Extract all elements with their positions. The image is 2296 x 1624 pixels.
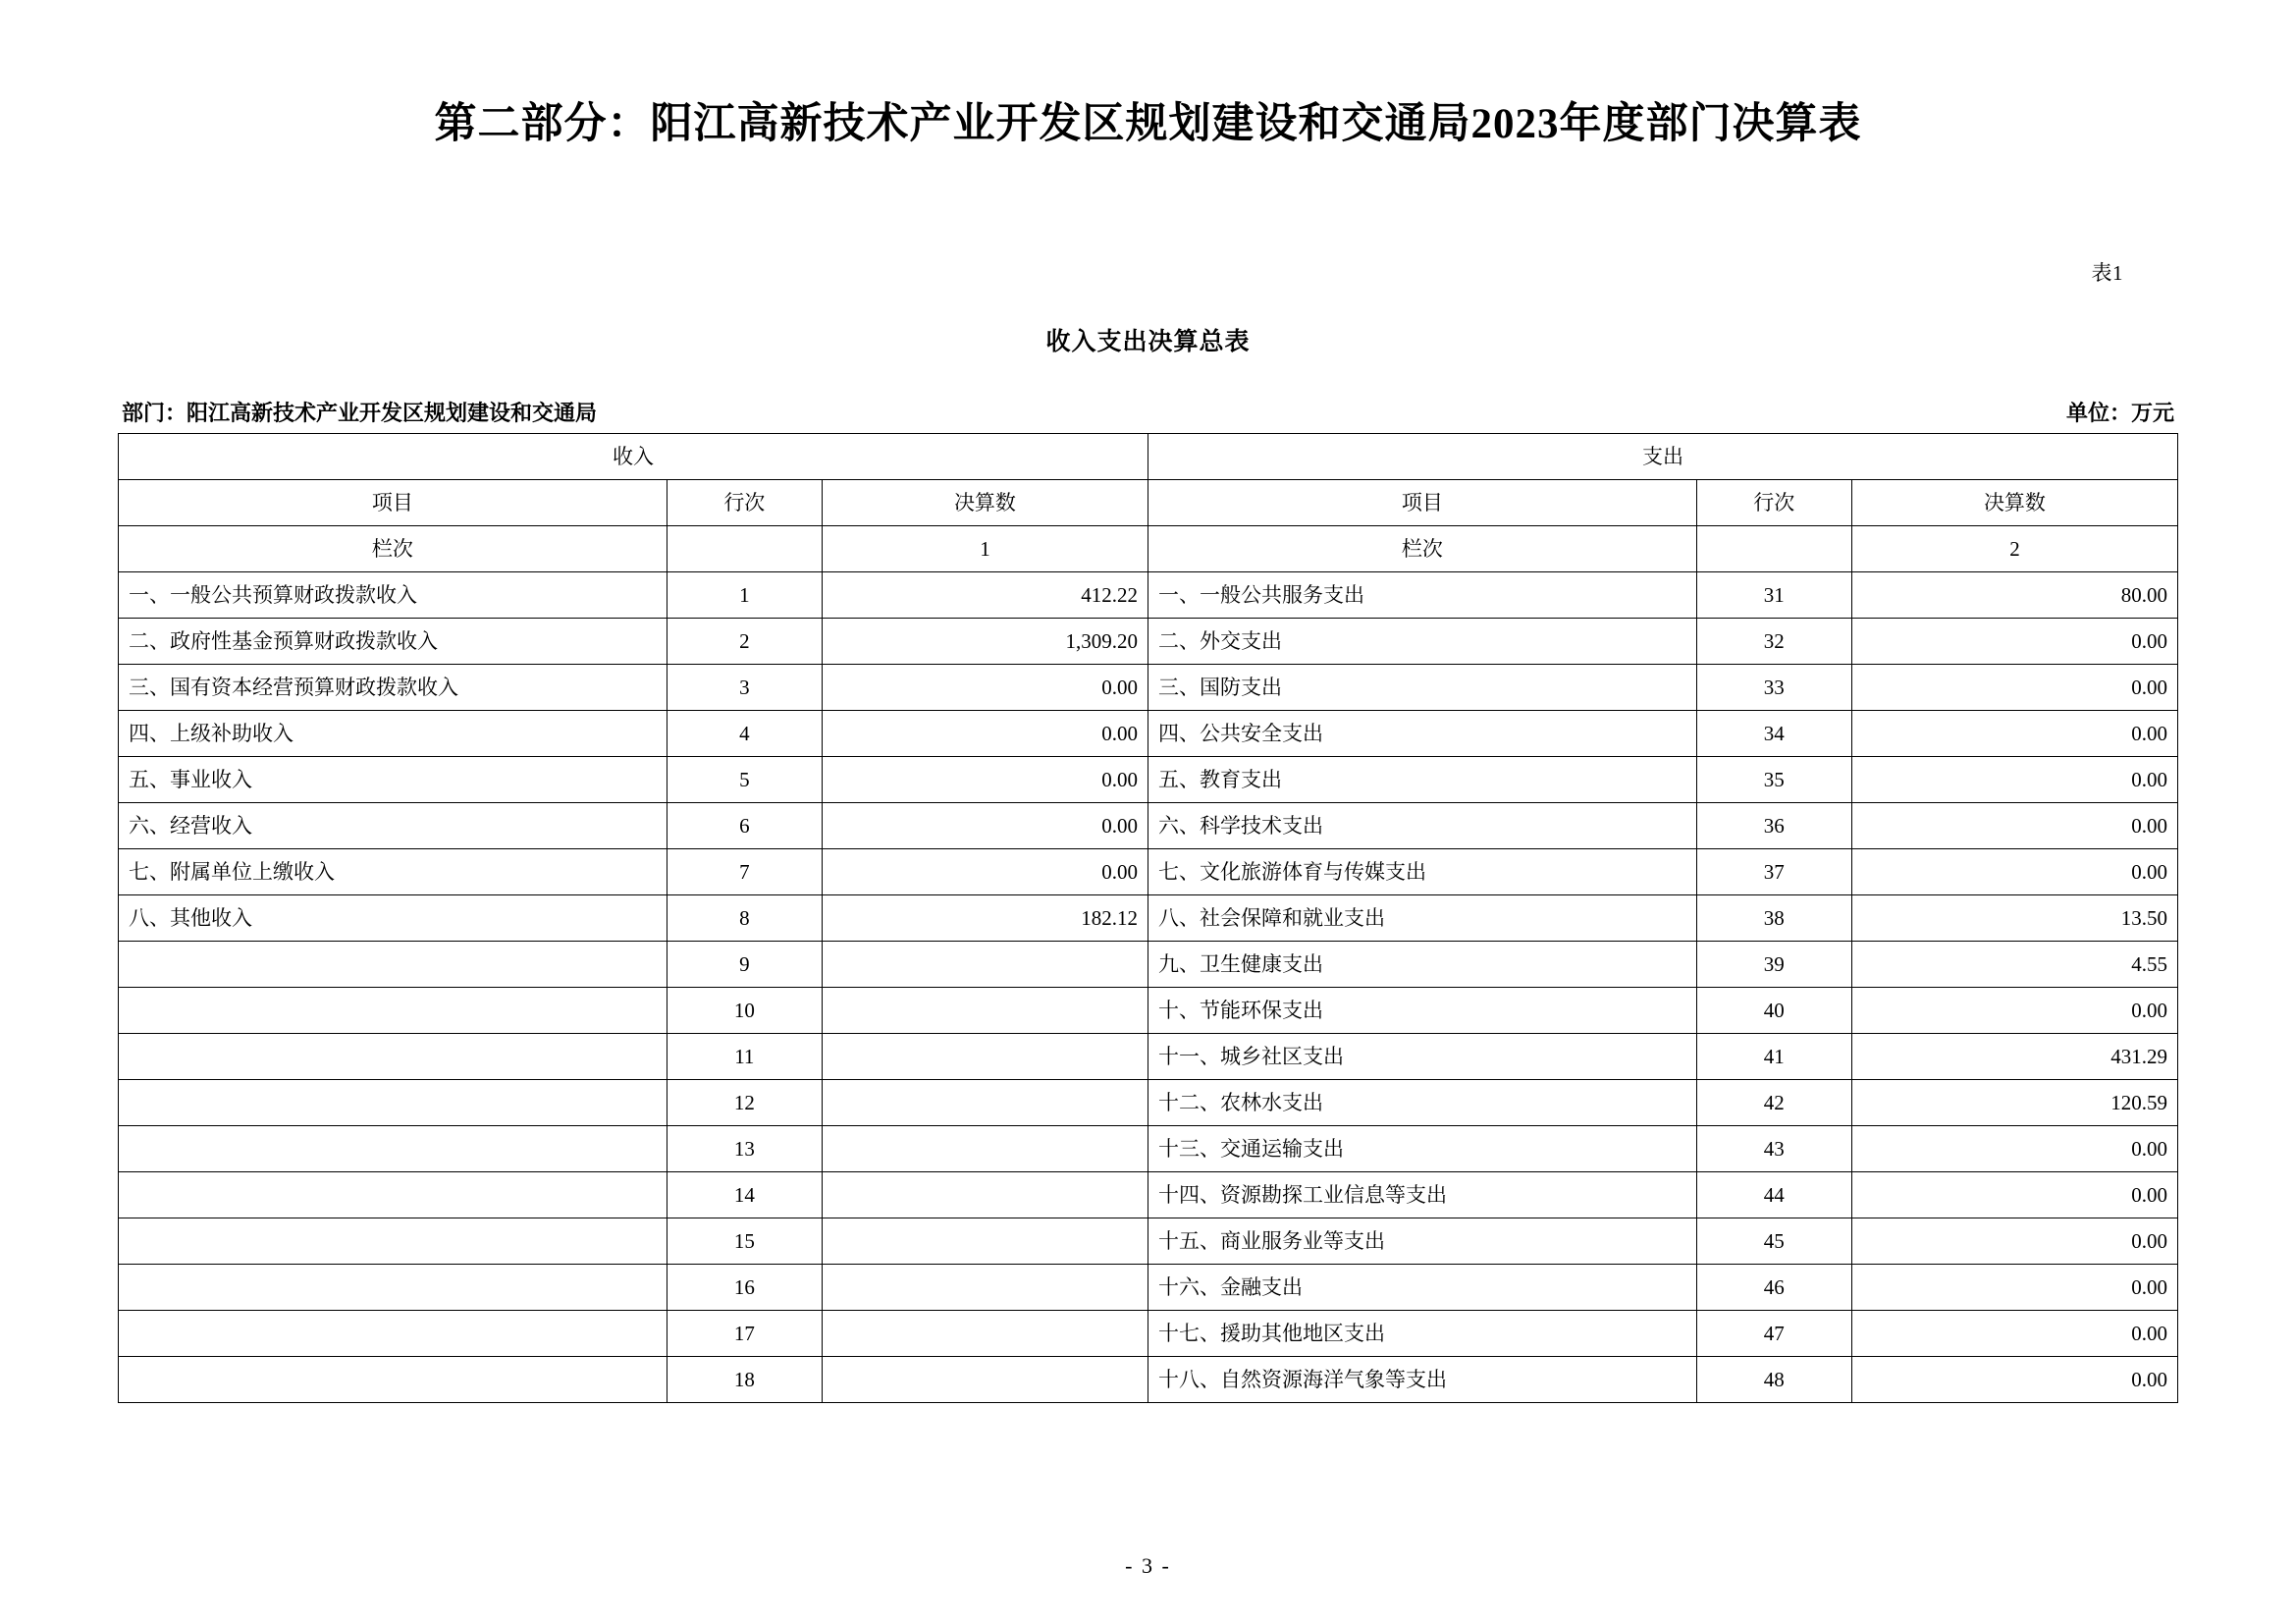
income-line: 9 [667, 942, 822, 988]
income-amount: 0.00 [822, 711, 1148, 757]
table-row [119, 988, 2178, 1034]
expense-item: 三、国防支出 [1148, 665, 1696, 711]
income-amount: 412.22 [822, 572, 1148, 619]
column-number-income-line [667, 526, 822, 572]
table-row [119, 1126, 2178, 1172]
table-column-header-row [119, 480, 2178, 526]
income-item: 六、经营收入 [119, 803, 667, 849]
header-income-line: 行次 [667, 480, 822, 526]
expense-amount: 4.55 [1851, 942, 2177, 988]
income-amount [822, 1311, 1148, 1357]
expense-item: 十四、资源勘探工业信息等支出 [1148, 1172, 1696, 1218]
expense-line: 33 [1696, 665, 1851, 711]
table-row [119, 1357, 2178, 1403]
expense-item: 十七、援助其他地区支出 [1148, 1311, 1696, 1357]
group-header-income: 收入 [119, 434, 1148, 480]
expense-amount: 0.00 [1851, 757, 2177, 803]
income-amount [822, 1172, 1148, 1218]
expense-amount: 0.00 [1851, 1357, 2177, 1403]
expense-amount: 431.29 [1851, 1034, 2177, 1080]
page-title: 第二部分：阳江高新技术产业开发区规划建设和交通局2023年度部门决算表 [434, 101, 1862, 147]
expense-amount: 0.00 [1851, 1126, 2177, 1172]
table-row [119, 895, 2178, 942]
income-line: 10 [667, 988, 822, 1034]
expense-line: 35 [1696, 757, 1851, 803]
table-row [119, 757, 2178, 803]
income-line: 8 [667, 895, 822, 942]
expense-amount: 0.00 [1851, 619, 2177, 665]
expense-item: 十六、金融支出 [1148, 1265, 1696, 1311]
expense-item: 十一、城乡社区支出 [1148, 1034, 1696, 1080]
income-amount [822, 1034, 1148, 1080]
income-item [119, 1034, 667, 1080]
expense-line: 46 [1696, 1265, 1851, 1311]
expense-line: 38 [1696, 895, 1851, 942]
income-item [119, 942, 667, 988]
expense-amount: 0.00 [1851, 803, 2177, 849]
income-line: 3 [667, 665, 822, 711]
income-line: 1 [667, 572, 822, 619]
table-meta-row [118, 397, 2178, 433]
table-row [119, 665, 2178, 711]
income-amount: 0.00 [822, 757, 1148, 803]
expense-amount: 0.00 [1851, 1218, 2177, 1265]
expense-amount: 0.00 [1851, 988, 2177, 1034]
header-expense-amount: 决算数 [1851, 480, 2177, 526]
income-line: 4 [667, 711, 822, 757]
table-row [119, 1218, 2178, 1265]
unit-label: 单位：万元 [2065, 401, 2174, 426]
income-amount: 182.12 [822, 895, 1148, 942]
table-row [119, 572, 2178, 619]
column-label-expense: 栏次 [1148, 526, 1696, 572]
income-line: 5 [667, 757, 822, 803]
table-body [119, 434, 2178, 1403]
expense-item: 九、卫生健康支出 [1148, 942, 1696, 988]
expense-line: 37 [1696, 849, 1851, 895]
expense-item: 十二、农林水支出 [1148, 1080, 1696, 1126]
income-item [119, 1126, 667, 1172]
income-amount: 0.00 [822, 849, 1148, 895]
expense-line: 43 [1696, 1126, 1851, 1172]
header-expense-item: 项目 [1148, 480, 1696, 526]
expense-line: 44 [1696, 1172, 1851, 1218]
income-line: 7 [667, 849, 822, 895]
expense-line: 42 [1696, 1080, 1851, 1126]
expense-item: 八、社会保障和就业支出 [1148, 895, 1696, 942]
table-title: 收入支出决算总表 [1045, 329, 1251, 356]
table-row [119, 849, 2178, 895]
income-line: 13 [667, 1126, 822, 1172]
income-item: 五、事业收入 [119, 757, 667, 803]
income-amount [822, 942, 1148, 988]
table-row [119, 1265, 2178, 1311]
expense-line: 39 [1696, 942, 1851, 988]
income-amount: 1,309.20 [822, 619, 1148, 665]
expense-item: 四、公共安全支出 [1148, 711, 1696, 757]
expense-item: 一、一般公共服务支出 [1148, 572, 1696, 619]
expense-item: 二、外交支出 [1148, 619, 1696, 665]
expense-amount: 0.00 [1851, 1311, 2177, 1357]
income-item [119, 1357, 667, 1403]
income-amount [822, 1126, 1148, 1172]
header-expense-line: 行次 [1696, 480, 1851, 526]
income-amount [822, 1265, 1148, 1311]
expense-item: 十八、自然资源海洋气象等支出 [1148, 1357, 1696, 1403]
expense-line: 31 [1696, 572, 1851, 619]
income-item [119, 1218, 667, 1265]
income-amount [822, 1357, 1148, 1403]
group-header-expense: 支出 [1148, 434, 2177, 480]
expense-amount: 0.00 [1851, 665, 2177, 711]
expense-amount: 0.00 [1851, 711, 2177, 757]
expense-line: 40 [1696, 988, 1851, 1034]
income-amount: 0.00 [822, 665, 1148, 711]
expense-amount: 80.00 [1851, 572, 2177, 619]
table-column-number-row [119, 526, 2178, 572]
income-expense-summary-table [118, 433, 2178, 1403]
expense-item: 十、节能环保支出 [1148, 988, 1696, 1034]
expense-line: 34 [1696, 711, 1851, 757]
table-group-header-row [119, 434, 2178, 480]
income-item: 四、上级补助收入 [119, 711, 667, 757]
table-row [119, 803, 2178, 849]
income-item [119, 988, 667, 1034]
column-label-income: 栏次 [119, 526, 667, 572]
expense-item: 十三、交通运输支出 [1148, 1126, 1696, 1172]
column-number-income-amount: 1 [822, 526, 1148, 572]
header-income-item: 项目 [119, 480, 667, 526]
income-amount: 0.00 [822, 803, 1148, 849]
table-row [119, 711, 2178, 757]
expense-line: 41 [1696, 1034, 1851, 1080]
expense-line: 45 [1696, 1218, 1851, 1265]
income-line: 2 [667, 619, 822, 665]
income-item [119, 1172, 667, 1218]
income-line: 17 [667, 1311, 822, 1357]
header-income-amount: 决算数 [822, 480, 1148, 526]
department-label: 部门：阳江高新技术产业开发区规划建设和交通局 [122, 401, 598, 426]
income-item [119, 1311, 667, 1357]
expense-item: 五、教育支出 [1148, 757, 1696, 803]
income-line: 15 [667, 1218, 822, 1265]
income-line: 6 [667, 803, 822, 849]
income-item [119, 1265, 667, 1311]
income-amount [822, 1080, 1148, 1126]
expense-amount: 0.00 [1851, 1172, 2177, 1218]
income-item: 一、一般公共预算财政拨款收入 [119, 572, 667, 619]
table-row [119, 619, 2178, 665]
income-amount [822, 988, 1148, 1034]
table-row [119, 1172, 2178, 1218]
table-row [119, 942, 2178, 988]
income-line: 16 [667, 1265, 822, 1311]
income-line: 18 [667, 1357, 822, 1403]
income-line: 12 [667, 1080, 822, 1126]
table-row [119, 1311, 2178, 1357]
expense-item: 七、文化旅游体育与传媒支出 [1148, 849, 1696, 895]
expense-amount: 0.00 [1851, 849, 2177, 895]
column-number-expense-amount: 2 [1851, 526, 2177, 572]
income-amount [822, 1218, 1148, 1265]
income-item: 二、政府性基金预算财政拨款收入 [119, 619, 667, 665]
expense-line: 36 [1696, 803, 1851, 849]
expense-amount: 120.59 [1851, 1080, 2177, 1126]
expense-item: 六、科学技术支出 [1148, 803, 1696, 849]
table-row [119, 1034, 2178, 1080]
expense-amount: 0.00 [1851, 1265, 2177, 1311]
expense-amount: 13.50 [1851, 895, 2177, 942]
income-line: 14 [667, 1172, 822, 1218]
expense-line: 47 [1696, 1311, 1851, 1357]
income-item: 八、其他收入 [119, 895, 667, 942]
income-item: 三、国有资本经营预算财政拨款收入 [119, 665, 667, 711]
page-number: - 3 - [1125, 1553, 1171, 1578]
income-line: 11 [667, 1034, 822, 1080]
expense-item: 十五、商业服务业等支出 [1148, 1218, 1696, 1265]
table-row [119, 1080, 2178, 1126]
table-index-label: 表1 [2091, 261, 2123, 286]
column-number-expense-line [1696, 526, 1851, 572]
expense-line: 32 [1696, 619, 1851, 665]
income-item: 七、附属单位上缴收入 [119, 849, 667, 895]
expense-line: 48 [1696, 1357, 1851, 1403]
income-item [119, 1080, 667, 1126]
